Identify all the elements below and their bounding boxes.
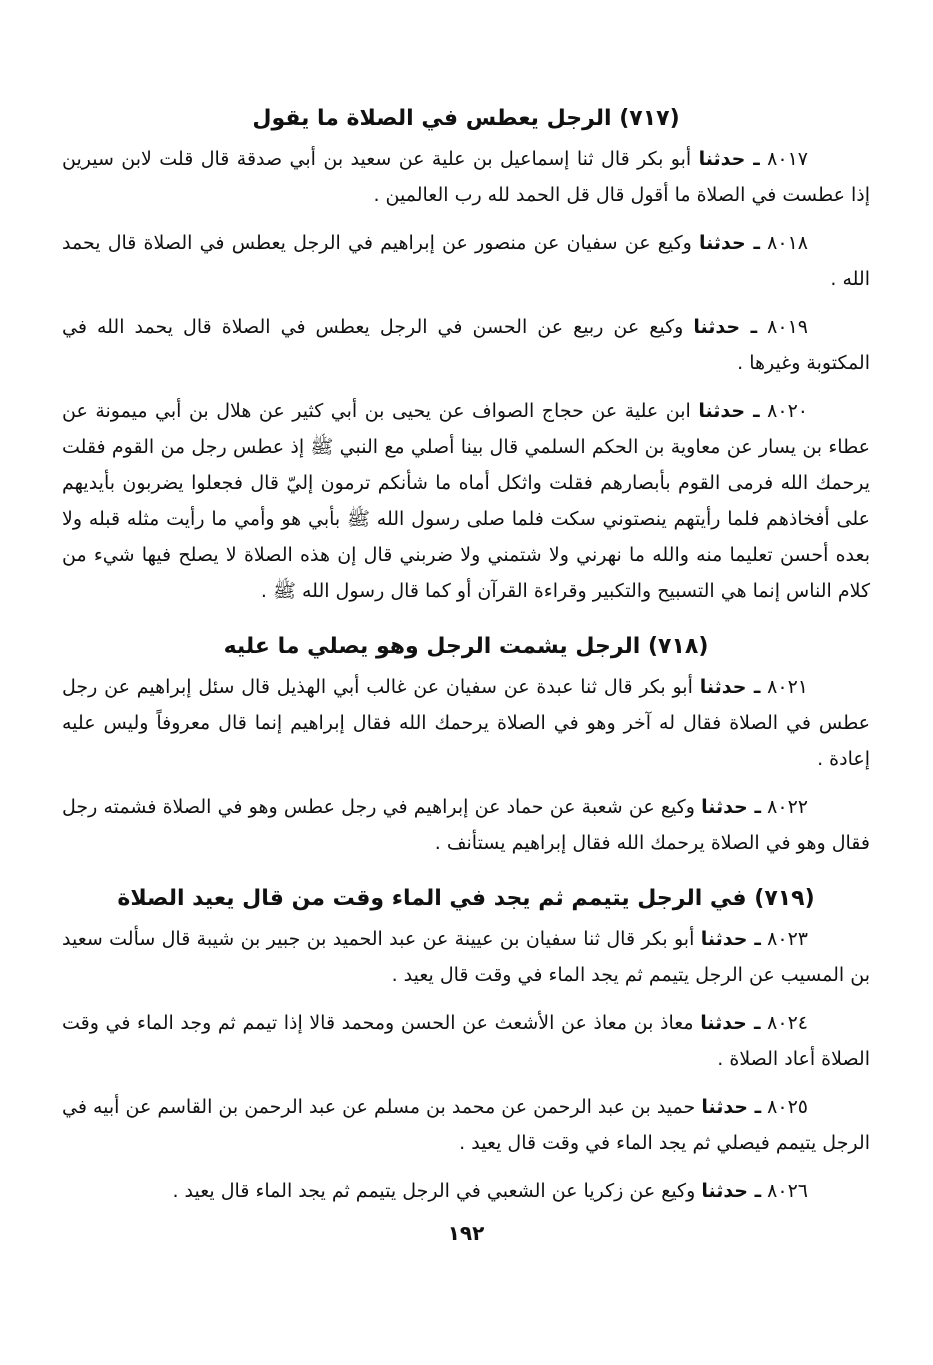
hadith-number: ٨٠٢٣: [767, 928, 808, 950]
chapter-title-717: (٧١٧) الرجل يعطس في الصلاة ما يقول: [252, 106, 680, 131]
haddathana-label: ـ حدثنا: [698, 400, 760, 422]
chapter-title-718: (٧١٨) الرجل يشمت الرجل وهو يصلي ما عليه: [223, 634, 709, 659]
hadith-number: ٨٠٢٥: [767, 1096, 808, 1118]
book-page: [62, 95, 870, 1245]
haddathana-label: ـ حدثنا: [700, 1012, 761, 1034]
haddathana-label: ـ حدثنا: [701, 796, 761, 818]
hadith-number: ٨٠١٧: [767, 148, 808, 170]
hadith-text: أبو بكر قال ثنا سفيان بن عيينة عن عبد الحميد بن جبير بن شيبة قال سألت سعيد بن المسيب عن الرجل يتيمم ثم يجد الماء في وقت قال يعيد .: [62, 928, 870, 986]
haddathana-label: ـ حدثنا: [701, 1096, 762, 1118]
haddathana-label: ـ حدثنا: [693, 316, 758, 338]
hadith-text: أبو بكر قال ثنا إسماعيل بن علية عن سعيد بن أبي صدقة قال قلت لابن سيرين إذا عطست في الصلاة ما أقول قال قل الحمد لله رب العالمين .: [62, 148, 870, 206]
hadith-8021: [62, 669, 870, 777]
hadith-8019: [62, 309, 870, 381]
hadith-8017: [62, 141, 870, 213]
hadith-text: وكيع عن شعبة عن حماد عن إبراهيم في رجل عطس وهو في الصلاة فشمته رجل فقال وهو في الصلاة يرحمك الله فقال إبراهيم يستأنف .: [62, 796, 870, 854]
haddathana-label: ـ حدثنا: [699, 676, 761, 698]
hadith-number: ٨٠٢٤: [767, 1012, 808, 1034]
hadith-8026: [62, 1173, 870, 1209]
hadith-text: وكيع عن زكريا عن الشعبي في الرجل يتيمم ثم يجد الماء قال يعيد .: [172, 1180, 702, 1202]
hadith-8018: [62, 225, 870, 297]
hadith-number: ٨٠٢٦: [767, 1180, 808, 1202]
haddathana-label: ـ حدثنا: [698, 148, 760, 170]
chapter-title-719: (٧١٩) في الرجل يتيمم ثم يجد في الماء وقت من قال يعيد الصلاة: [117, 886, 815, 911]
hadith-text: ابن علية عن حجاج الصواف عن يحيى بن أبي كثير عن هلال بن أبي ميمونة عن عطاء بن يسار عن معاوية بن الحكم السلمي قال بينا أصلي مع النبي ﷺ إذ عطس رجل من القوم فقلت يرحمك الله فرمى القوم بأبصارهم فقلت واثكل أماه ما شأنكم ترمون إليّ قال فجعلوا يضربون بأيديهم على أفخاذهم فلما رأيتهم ينصتوني سكت فلما صلى رسول الله ﷺ بأبي هو وأمي ما رأيت مثله قبله ولا بعده أحسن تعليما منه والله ما نهرني ولا شتمني ولا ضربني قال إن هذه الصلاة لا يصلح فيها شيء من كلام الناس إنما هي التسبيح والتكبير وقراءة القرآن أو كما قال رسول الله ﷺ .: [62, 400, 870, 602]
haddathana-label: ـ حدثنا: [701, 1180, 762, 1202]
hadith-8025: [62, 1089, 870, 1161]
hadith-8024: [62, 1005, 870, 1077]
hadith-number: ٨٠٢٠: [767, 400, 808, 422]
haddathana-label: ـ حدثنا: [700, 928, 761, 950]
hadith-8023: [62, 921, 870, 993]
hadith-8022: [62, 789, 870, 861]
hadith-text: وكيع عن سفيان عن منصور عن إبراهيم في الرجل يعطس في الصلاة قال يحمد الله .: [62, 232, 870, 290]
haddathana-label: ـ حدثنا: [699, 232, 760, 254]
hadith-number: ٨٠١٩: [767, 316, 808, 338]
hadith-number: ٨٠٢٢: [767, 796, 808, 818]
hadith-text: أبو بكر قال ثنا عبدة عن سفيان عن غالب أبي الهذيل قال سئل إبراهيم عن رجل عطس في الصلاة فقال له آخر وهو في الصلاة يرحمك الله فقال إبراهيم إنما قال معروفاً وليس عليه إعادة .: [62, 676, 870, 770]
hadith-number: ٨٠١٨: [767, 232, 808, 254]
hadith-text: حميد بن عبد الرحمن عن محمد بن مسلم عن عبد الرحمن بن القاسم عن أبيه في الرجل يتيمم فيصلي ثم يجد الماء في وقت قال يعيد .: [62, 1096, 870, 1154]
hadith-number: ٨٠٢١: [767, 676, 808, 698]
page-number: ١٩٢: [447, 1221, 485, 1245]
hadith-8020: [62, 393, 870, 609]
hadith-text: معاذ بن معاذ عن الأشعث عن الحسن ومحمد قالا إذا تيمم ثم وجد الماء في وقت الصلاة أعاد الصلاة .: [62, 1012, 870, 1070]
hadith-text: وكيع عن ربيع عن الحسن في الرجل يعطس في الصلاة قال يحمد الله في المكتوبة وغيرها .: [62, 316, 870, 374]
